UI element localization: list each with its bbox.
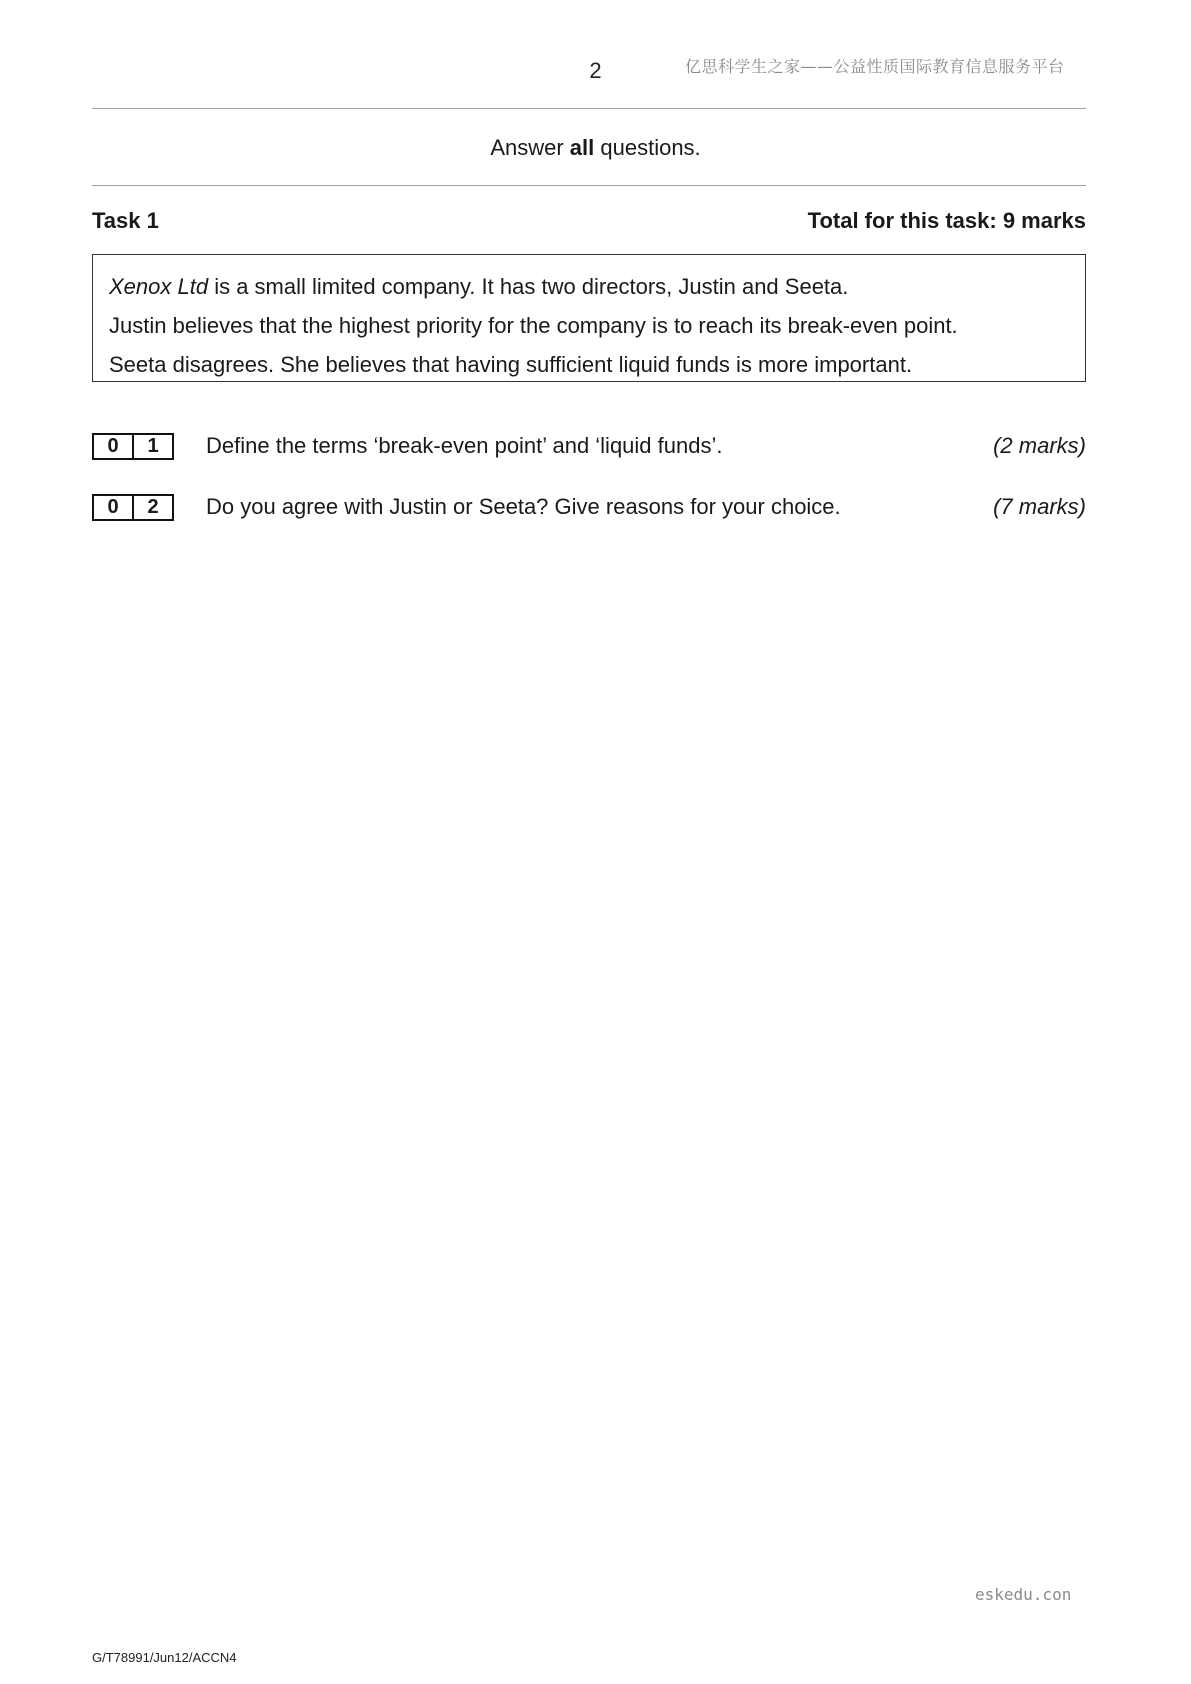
question-number-digit: 2 [132,496,172,519]
page-number: 2 [589,58,602,83]
question-01 [92,431,1086,461]
question-marks: (2 marks) [993,433,1086,458]
question-marks: (7 marks) [993,494,1086,519]
scenario-line-3: Seeta disagrees. She believes that having sufficient liquid funds is more important. [109,352,913,377]
question-number-digit: 0 [107,495,119,518]
paper-code: G/T78991/Jun12/ACCN4 [92,1650,237,1665]
question-number-digit: 1 [132,435,172,458]
task-total-marks: Total for this task: 9 marks [807,208,1086,233]
instruction [0,135,1191,161]
task-title: Task 1 [92,208,159,233]
header-watermark: 亿思科学生之家——公益性质国际教育信息服务平台 [685,57,1065,76]
question-number-box [92,494,174,521]
instruction-before: Answer [490,135,570,160]
scenario-line-1 [109,267,1069,306]
footer-watermark: eskedu.con [975,1585,1072,1604]
question-02 [92,492,1086,522]
question-text: Do you agree with Justin or Seeta? Give reasons for your choice. [206,494,841,519]
question-text: Define the terms ‘break-even point’ and ‘liquid funds’. [206,433,723,458]
scenario-line-1-text: is a small limited company. It has two directors, Justin and Seeta. [208,274,849,299]
scenario-box [92,254,1086,382]
task-heading [92,208,1086,234]
question-number-digit: 0 [107,434,119,457]
instruction-after: questions. [594,135,701,160]
top-divider [92,108,1086,109]
instruction-emphasis: all [569,135,595,160]
scenario-line-2: Justin believes that the highest priority for the company is to reach its break-even point. [109,313,958,338]
company-name: Xenox Ltd [109,274,209,299]
instruction-divider [92,185,1086,186]
question-number-box [92,433,174,460]
